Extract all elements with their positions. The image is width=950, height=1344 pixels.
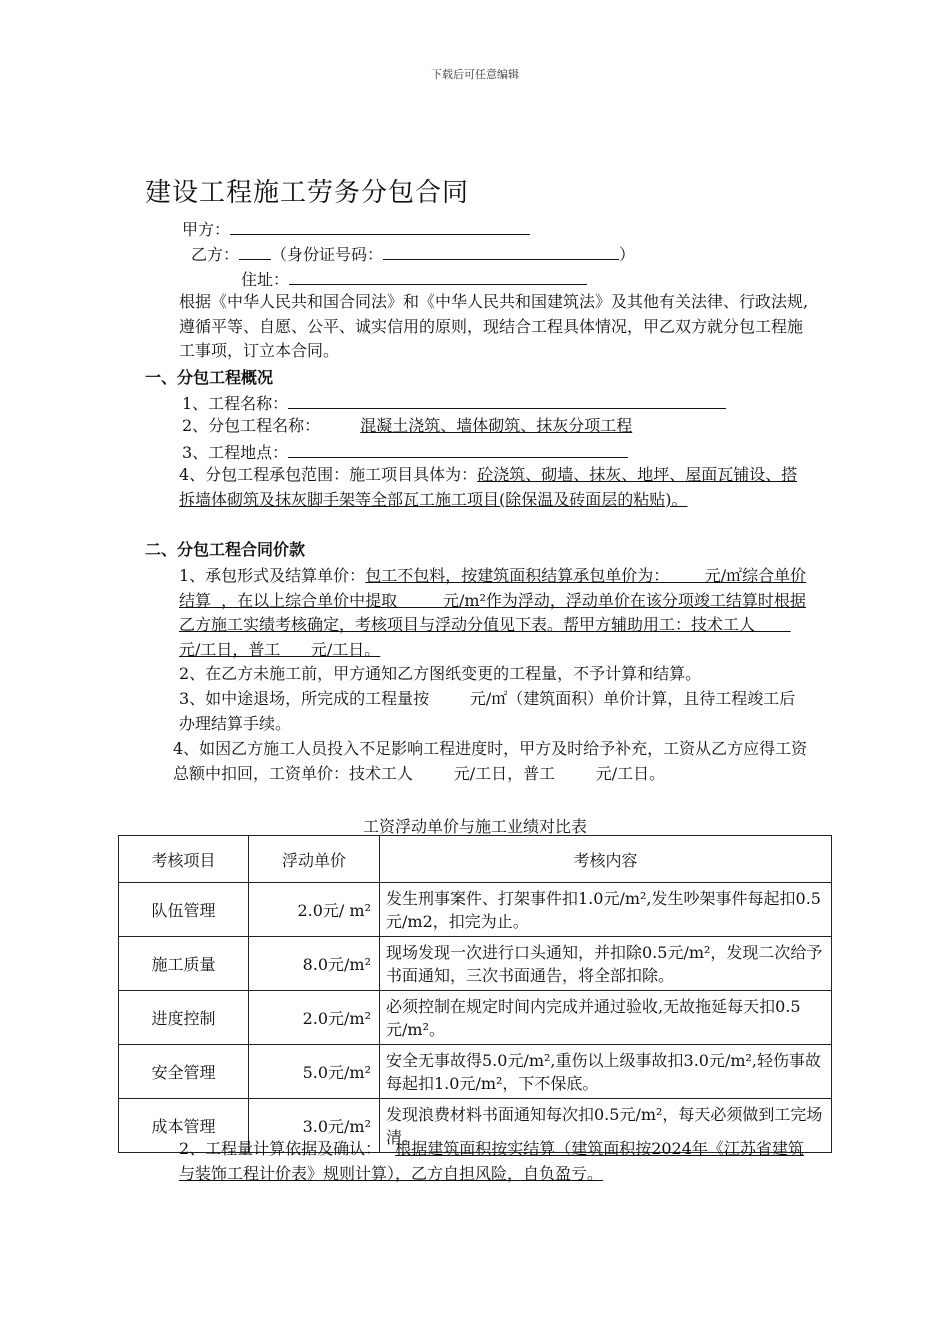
address-line: [241, 266, 587, 292]
scope-text: 砼浇筑、砌墙、抹灰、地坪、屋面瓦铺设、搭拆墙体砌筑及抹灰脚手架等全部瓦工施工项目(除保温及砖面层的粘贴)。: [179, 465, 798, 509]
header-item: 考核项目: [119, 836, 249, 883]
row-item: 进度控制: [119, 991, 249, 1045]
item-2-5: [145, 1137, 810, 1186]
row-item: 成本管理: [119, 1099, 249, 1153]
section-1-heading: 一、分包工程概况: [145, 368, 274, 387]
party-a-blank: [230, 216, 530, 235]
table-header-row: [119, 836, 832, 883]
project-name-blank: [288, 390, 726, 409]
item-2-4-text: 4、如因乙方施工人员投入不足影响工程进度时，甲方及时给予补充，工资从乙方应得工资总额中扣回，工资单价：技术工人 元/工日，普工 元/工日。: [173, 739, 808, 783]
row-item: 队伍管理: [119, 883, 249, 937]
party-b-id-open: （身份证号码：: [271, 245, 384, 264]
section-2-heading: 二、分包工程合同价款: [145, 540, 306, 559]
party-b-blank: [239, 241, 271, 260]
item-1-4: [145, 463, 810, 512]
subcontract-name-value: 混凝土浇筑、墙体砌筑、抹灰分项工程: [360, 416, 633, 435]
row-content: 安全无事故得5.0元/m²,重伤以上级事故扣3.0元/m²,轻伤事故每起扣1.0元/m²，下不保底。: [380, 1045, 832, 1099]
item-1-3-label: 3、工程地点：: [182, 443, 289, 462]
party-a-line: [182, 216, 530, 242]
item-1-3: [182, 439, 628, 465]
header-content: 考核内容: [380, 836, 832, 883]
party-b-id-close: ）: [619, 245, 636, 264]
header-price: 浮动单价: [249, 836, 380, 883]
item-2-5-lead: 2、工程量计算依据及确认：: [179, 1139, 382, 1158]
party-b-line: [191, 241, 635, 267]
party-b-id-blank: [383, 241, 619, 260]
item-2-1: [145, 564, 810, 662]
intro-text: 根据《中华人民共和国合同法》和《中华人民共和国建筑法》及其他有关法律、行政法规,遵循平等、自愿、公平、诚实信用的原则，现结合工程具体情况，甲乙双方就分包工程施工事项，订立本合同。: [179, 292, 809, 360]
row-price: 2.0元/m²: [249, 991, 380, 1045]
row-item: 施工质量: [119, 937, 249, 991]
table-row: [119, 937, 832, 991]
table-row: [119, 883, 832, 937]
item-2-1-lead: 1、承包形式及结算单价：: [179, 566, 366, 585]
party-a-label: 甲方：: [182, 220, 231, 239]
item-2-2-text: 2、在乙方未施工前，甲方通知乙方图纸变更的工程量，不予计算和结算。: [179, 664, 702, 683]
item-2-3-text: 3、如中途退场，所完成的工程量按 元/㎡（建筑面积）单价计算，且待工程竣工后办理结算手续。: [179, 689, 796, 733]
quantity-basis-text: 根据建筑面积按实结算（建筑面积按2024年《江苏省建筑与装饰工程计价表》规则计算），乙方自担风险，自负盈亏。: [179, 1139, 804, 1183]
address-label: 住址：: [241, 270, 290, 289]
item-1-4-lead: 4、分包工程承包范围：施工项目具体为：: [179, 465, 478, 484]
table-caption: 工资浮动单价与施工业绩对比表: [362, 817, 587, 836]
item-1-2: [182, 414, 654, 438]
page-header-note: 下载后可任意编辑: [431, 68, 519, 81]
row-item: 安全管理: [119, 1045, 249, 1099]
row-content: 现场发现一次进行口头通知，并扣除0.5元/m²，发现二次给予书面通知，三次书面通告，将全部扣除。: [380, 937, 832, 991]
item-2-2: [145, 662, 810, 687]
row-content: 发生刑事案件、打架事件扣1.0元/m²,发生吵架事件每起扣0.5元/m2，扣完为止。: [380, 883, 832, 937]
row-content: 发现浪费材料书面通知每次扣0.5元/m²，每天必须做到工完场清。: [380, 1099, 832, 1153]
settlement-price-text: 包工不包料，按建筑面积结算承包单价为： 元/㎡综合单价结算 ，在以上综合单价中提取 元/m²作为浮动，浮动单价在该分项竣工结算时根据乙方施工实绩考核确定，考核项目与浮动分值见下表。帮甲方辅助用工：技术工人 元/工日，普工 元/工日。: [179, 566, 807, 659]
row-price: 8.0元/m²: [249, 937, 380, 991]
project-location-blank: [288, 439, 628, 458]
row-price: 2.0元/ m²: [249, 883, 380, 937]
item-2-4: [145, 737, 810, 786]
intro-paragraph: [145, 290, 810, 364]
address-blank: [289, 266, 587, 285]
item-1-1-label: 1、工程名称：: [182, 394, 289, 413]
table-row: [119, 991, 832, 1045]
item-1-2-label: 2、分包工程名称：: [182, 416, 321, 435]
party-b-label: 乙方：: [191, 245, 240, 264]
table-row: [119, 1045, 832, 1099]
item-2-3: [145, 687, 810, 736]
item-1-1: [182, 390, 726, 416]
assessment-table: [118, 835, 832, 1153]
row-price: 3.0元/m²: [249, 1099, 380, 1153]
row-content: 必须控制在规定时间内完成并通过验收,无故拖延每天扣0.5元/m²。: [380, 991, 832, 1045]
document-title: 建设工程施工劳务分包合同: [145, 178, 470, 208]
row-price: 5.0元/m²: [249, 1045, 380, 1099]
